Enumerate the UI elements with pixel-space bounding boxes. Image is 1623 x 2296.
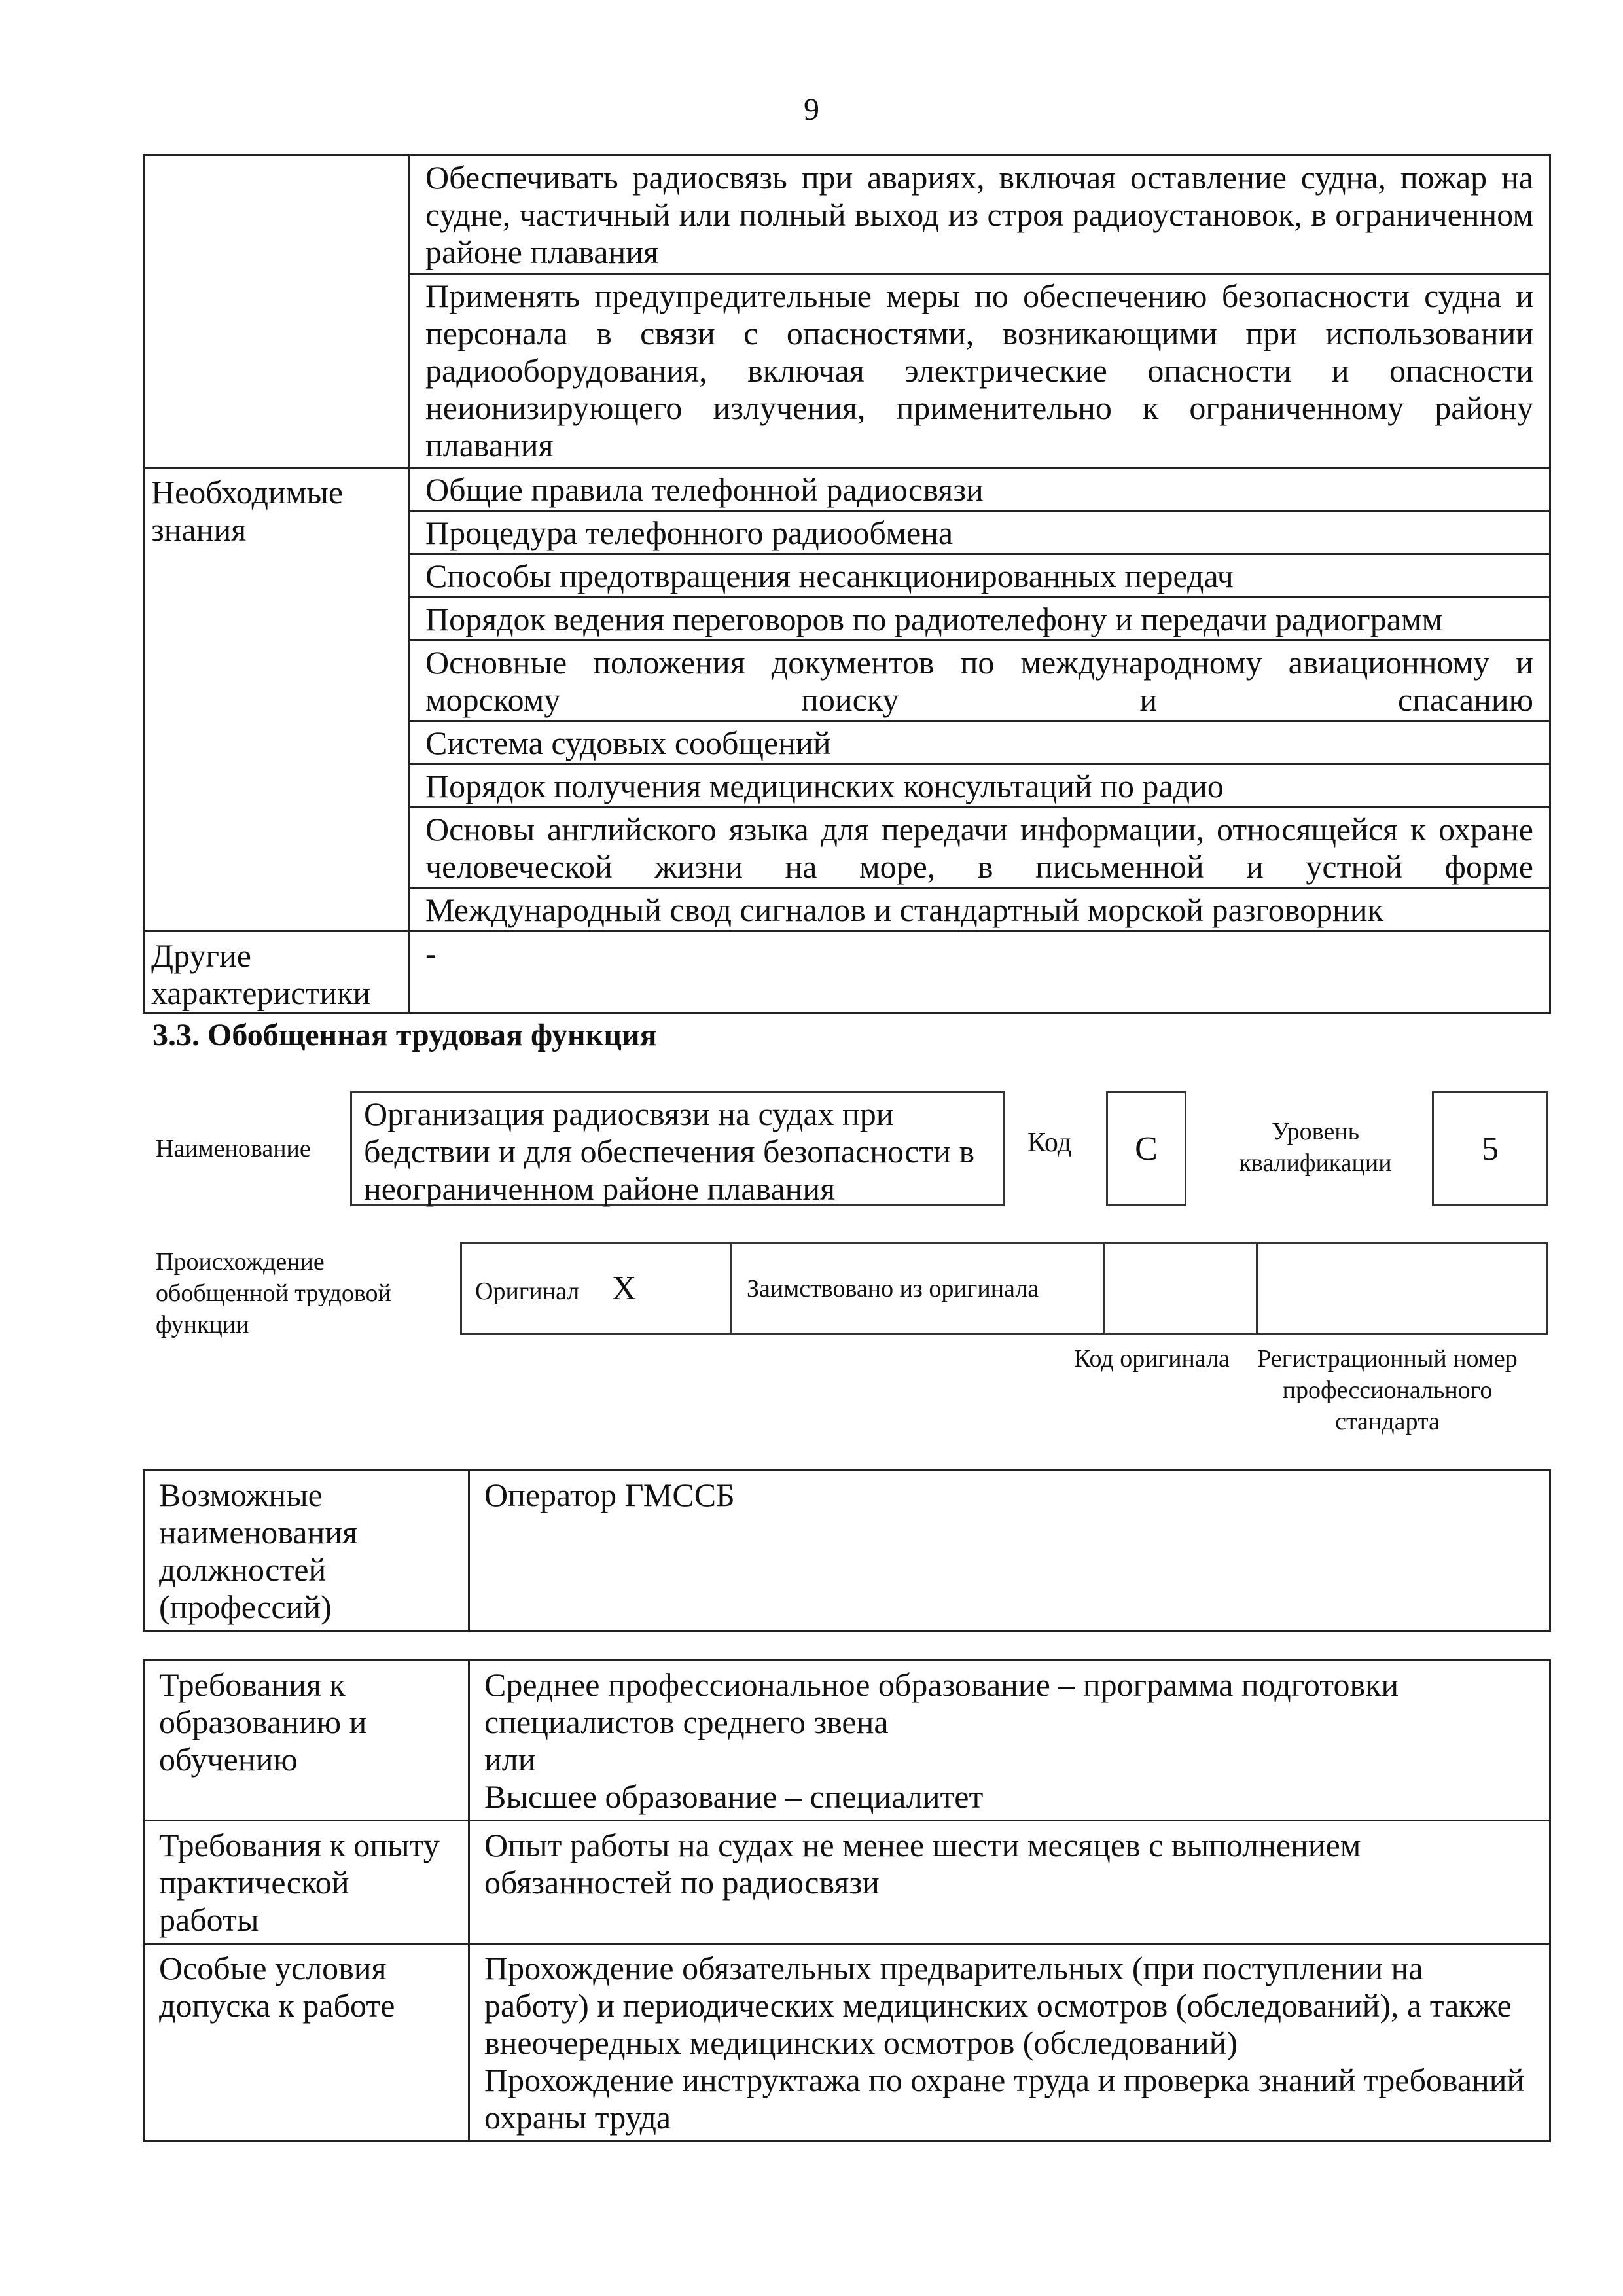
knowledge-item: Основы английского языка для передачи информации, относящейся к охране человеческой жизни на море, в письменной и устной форме <box>409 808 1550 888</box>
level-value: 5 <box>1432 1091 1548 1206</box>
code-original-cell <box>1105 1243 1257 1335</box>
name-label: Наименование <box>156 1135 311 1162</box>
section-heading: 3.3. Обобщенная трудовая функция <box>152 1018 657 1052</box>
knowledge-item: Порядок ведения переговоров по радиотелефону и передачи радиограмм <box>409 598 1550 641</box>
page-number: 9 <box>804 92 819 127</box>
education-label: Требования к образованию и обучению <box>144 1660 469 1821</box>
original-mark: X <box>611 1270 637 1307</box>
knowledge-item: Система судовых сообщений <box>409 721 1550 764</box>
original-label: Оригинал <box>475 1278 580 1305</box>
reg-number-caption: Регистрационный номер профессионального стандарта <box>1257 1345 1518 1435</box>
knowledge-item: Международный свод сигналов и стандартный морской разговорник <box>409 888 1550 931</box>
skill-item: Обеспечивать радиосвязь при авариях, включая оставление судна, пожар на судне, частичный или полный выход из строя радиоустановок, в ограниченном районе плавания <box>409 156 1550 274</box>
requirements-table <box>143 1659 1551 2142</box>
other-characteristics-label: Другие характеристики <box>144 931 409 1013</box>
knowledge-item: Общие правила телефонной радиосвязи <box>409 468 1550 511</box>
origin-table <box>460 1242 1548 1335</box>
labor-function-table <box>143 154 1551 1014</box>
code-label: Код <box>1027 1128 1072 1158</box>
admission-value <box>469 1944 1550 2142</box>
admission-label: Особые условия допуска к работе <box>144 1944 469 2142</box>
job-titles-value: Оператор ГМССБ <box>469 1471 1550 1631</box>
knowledge-item: Способы предотвращения несанкционированных передач <box>409 554 1550 598</box>
job-titles-table <box>143 1469 1551 1632</box>
education-line: Среднее профессиональное образование – программа подготовки специалистов среднего звена <box>484 1666 1399 1740</box>
other-characteristics-value: - <box>409 931 1550 1013</box>
required-knowledge-label: Необходимые знания <box>144 468 409 931</box>
reg-number-cell <box>1257 1243 1548 1335</box>
borrowed-label: Заимствовано из оригинала <box>732 1243 1105 1335</box>
function-name-box: Организация радиосвязи на судах при бедствии и для обеспечения безопасности в неограниченном районе плавания <box>350 1091 1005 1206</box>
knowledge-item: Процедура телефонного радиообмена <box>409 511 1550 554</box>
knowledge-item: Порядок получения медицинских консультаций по радио <box>409 764 1550 808</box>
experience-value: Опыт работы на судах не менее шести месяцев с выполнением обязанностей по радиосвязи <box>469 1821 1550 1944</box>
admission-line: Прохождение обязательных предварительных (при поступлении на работу) и периодических медицинских осмотров (обследований), а также внеочередных медицинских осмотров (обследований) <box>484 1950 1512 2061</box>
admission-line: Прохождение инструктажа по охране труда и проверка знаний требований охраны труда <box>484 2062 1525 2136</box>
code-original-caption: Код оригинала <box>1074 1345 1230 1372</box>
code-value: С <box>1106 1091 1186 1206</box>
level-label: Уровень квалификации <box>1239 1118 1392 1177</box>
row-label <box>144 156 409 468</box>
education-line: Высшее образование – специалитет <box>484 1778 984 1815</box>
job-titles-label: Возможные наименования должностей (профессий) <box>144 1471 469 1631</box>
education-value <box>469 1660 1550 1821</box>
experience-label: Требования к опыту практической работы <box>144 1821 469 1944</box>
education-line: или <box>484 1741 536 1778</box>
skill-item: Применять предупредительные меры по обеспечению безопасности судна и персонала в связи с опасностями, возникающими при использовании радиооборудования, включая электрические опасности и опасности неионизирующего излучения, применительно к ограниченному району плавания <box>409 274 1550 468</box>
origin-label: Происхождение обобщенной трудовой функции <box>156 1248 391 1338</box>
knowledge-item: Основные положения документов по международному авиационному и морскому поиску и спасанию <box>409 641 1550 721</box>
original-cell <box>461 1243 732 1335</box>
